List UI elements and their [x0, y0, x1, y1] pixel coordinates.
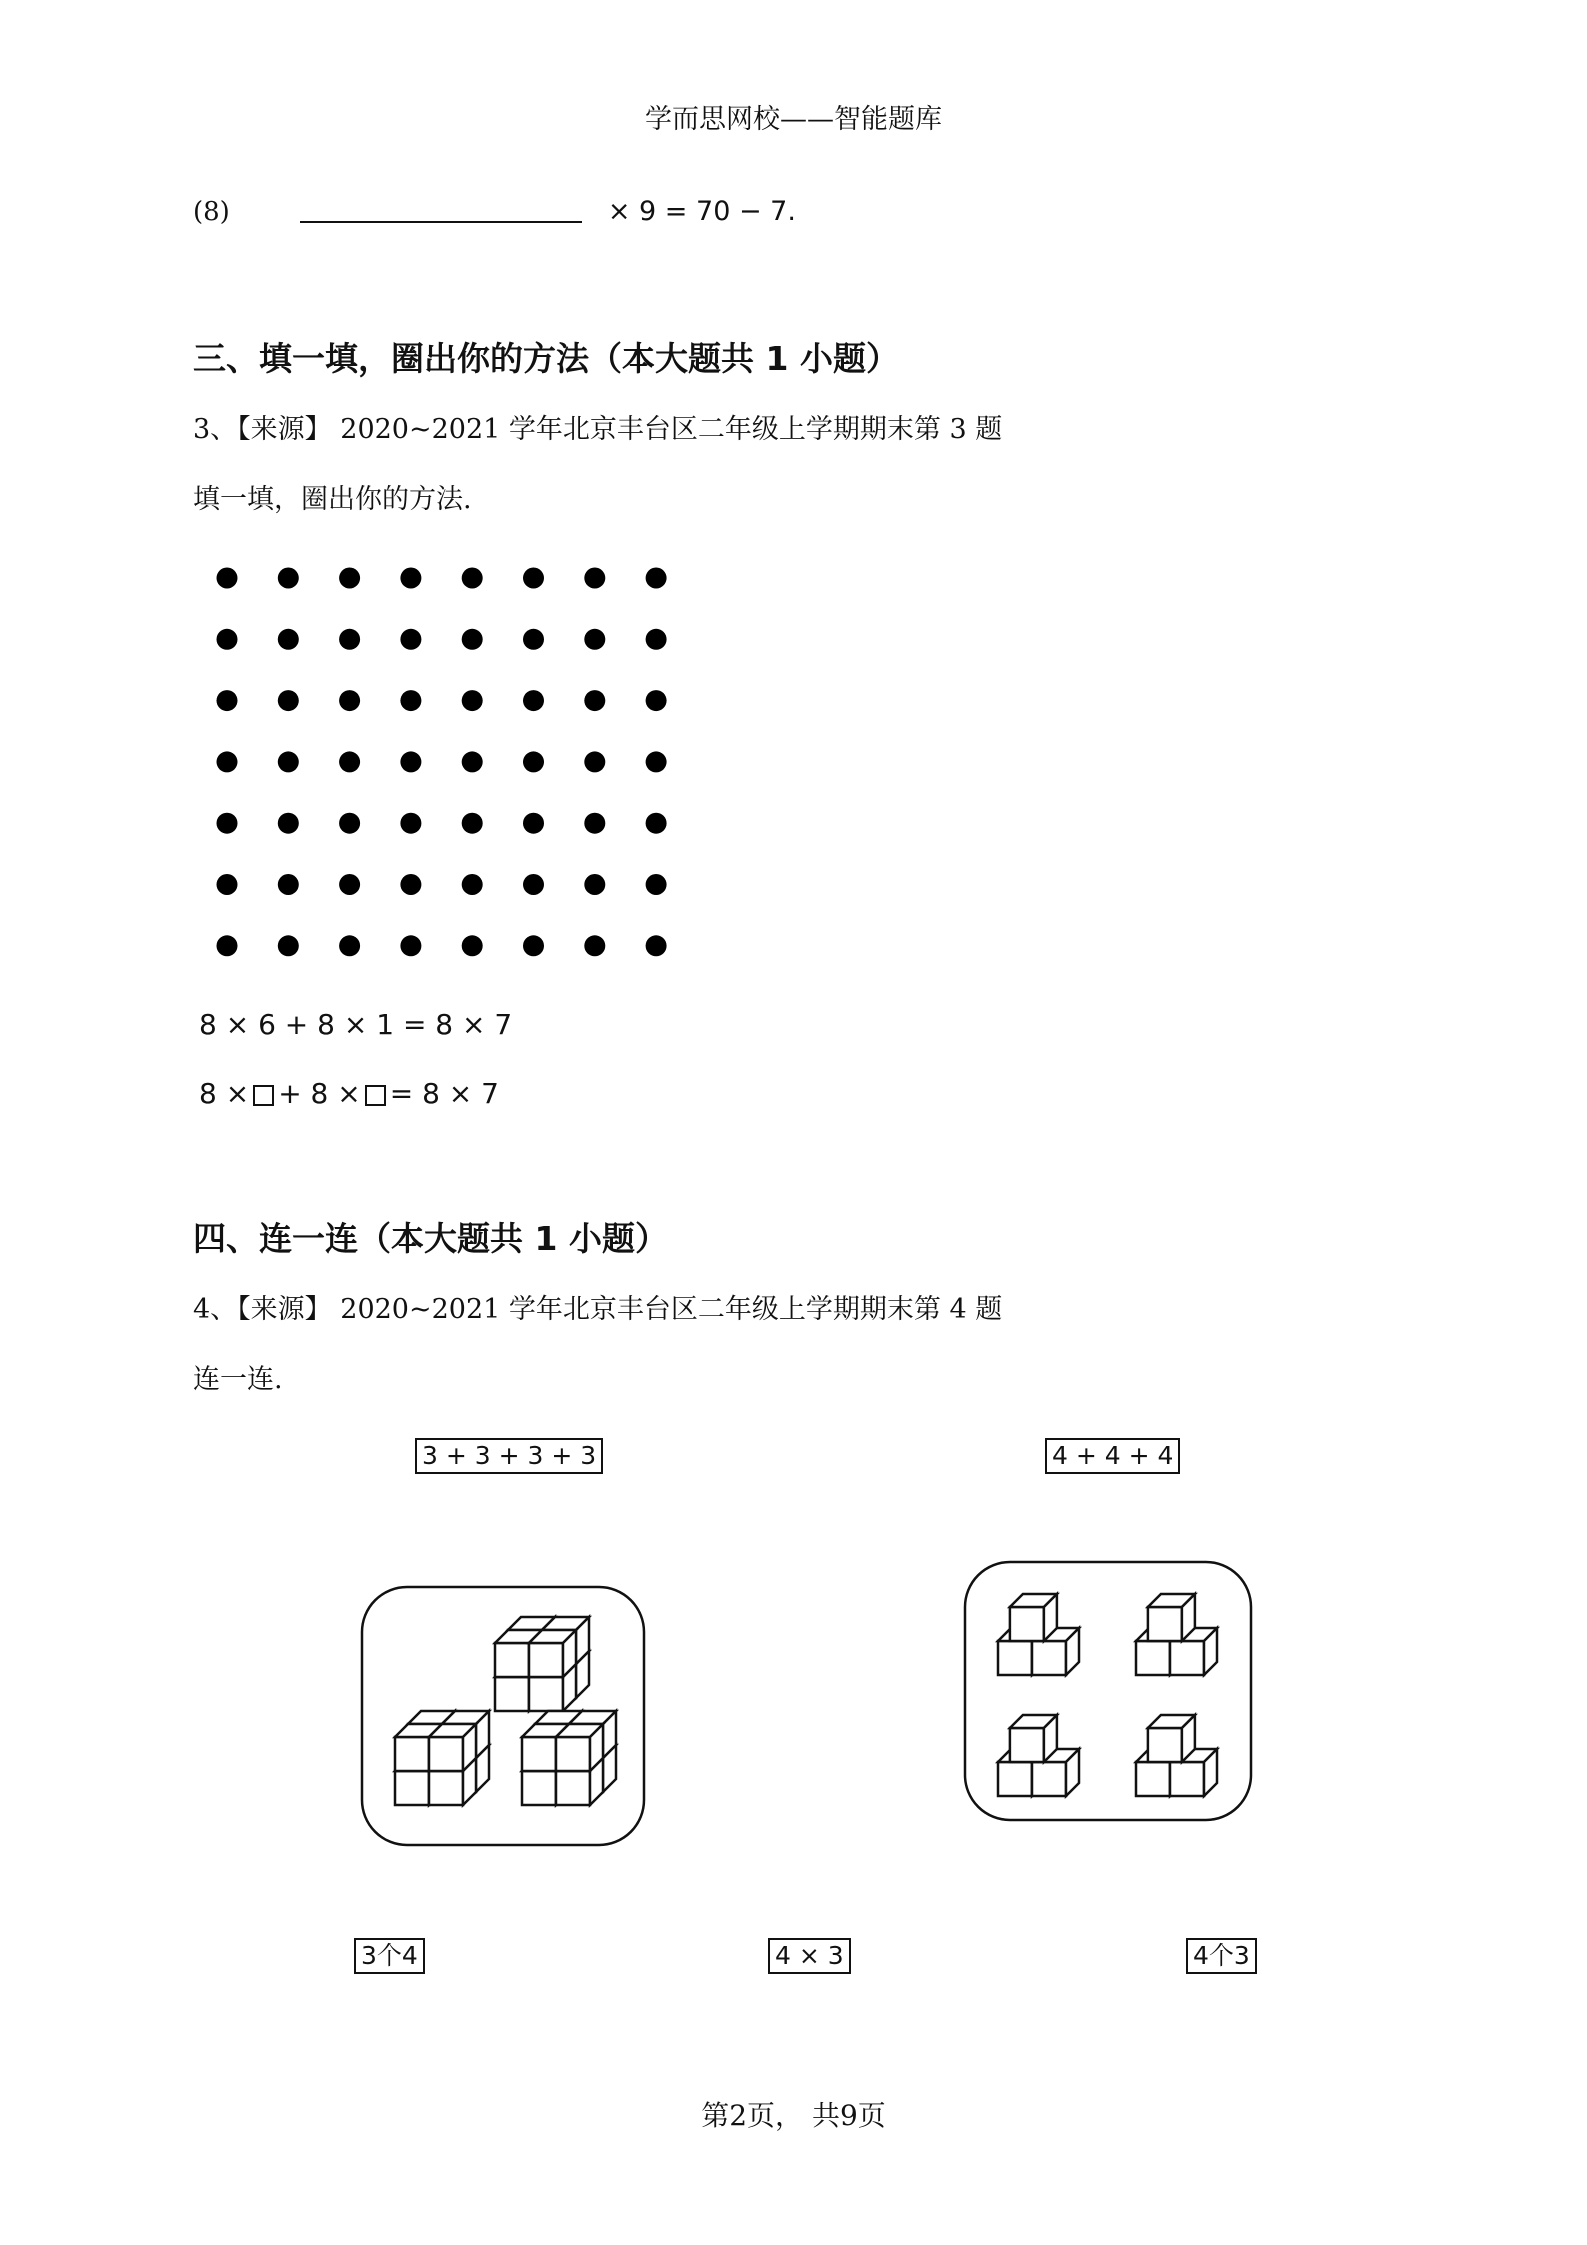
- dot: [523, 568, 544, 589]
- dot: [278, 690, 299, 711]
- cube-front: [1148, 1728, 1182, 1762]
- dot: [646, 568, 667, 589]
- question-3-source: 3、【来源】 2020~2021 学年北京丰台区二年级上学期期末第 3 题: [193, 414, 1003, 445]
- cube-picture-1[interactable]: [360, 1585, 650, 1850]
- answer-box-2[interactable]: [365, 1085, 386, 1106]
- equation-2-part-2: + 8 ×: [278, 1077, 361, 1110]
- dot: [462, 813, 483, 834]
- cube-front: [1010, 1607, 1044, 1641]
- cube-front: [556, 1737, 590, 1771]
- dot-grid[interactable]: [200, 555, 680, 975]
- cube-front: [1010, 1728, 1044, 1762]
- dot: [646, 690, 667, 711]
- bottom-label-1[interactable]: 3个4: [354, 1938, 425, 1974]
- cube-front: [429, 1771, 463, 1805]
- dot: [462, 629, 483, 650]
- cube-front: [1136, 1641, 1170, 1675]
- dot: [339, 874, 360, 895]
- page-footer: 第2页， 共9页: [701, 2099, 886, 2132]
- dot: [646, 813, 667, 834]
- equation-2-part-3: = 8 × 7: [389, 1077, 499, 1110]
- dot: [217, 690, 238, 711]
- dot: [400, 874, 421, 895]
- dot: [523, 629, 544, 650]
- dot: [523, 813, 544, 834]
- dot: [462, 935, 483, 956]
- cube-front: [556, 1771, 590, 1805]
- dot: [584, 874, 605, 895]
- dot: [339, 690, 360, 711]
- bottom-label-2[interactable]: 4 × 3: [768, 1938, 851, 1974]
- dot: [523, 690, 544, 711]
- top-label-1[interactable]: 3 + 3 + 3 + 3: [415, 1438, 603, 1474]
- dot: [400, 568, 421, 589]
- dot: [584, 568, 605, 589]
- cube-front: [495, 1677, 529, 1711]
- dot: [217, 813, 238, 834]
- cube-front: [1148, 1607, 1182, 1641]
- dot: [217, 751, 238, 772]
- top-label-2[interactable]: 4 + 4 + 4: [1045, 1438, 1180, 1474]
- dot: [278, 874, 299, 895]
- cube-front: [1032, 1762, 1066, 1796]
- section-3-title: 三、填一填，圈出你的方法（本大题共 1 小题）: [193, 339, 899, 378]
- cube-front: [1170, 1762, 1204, 1796]
- question-8-equation: × 9 = 70 − 7.: [607, 196, 796, 227]
- answer-blank[interactable]: [300, 201, 582, 223]
- dot: [217, 629, 238, 650]
- question-3-instruction: 填一填，圈出你的方法.: [193, 484, 472, 515]
- dot: [462, 690, 483, 711]
- dot: [400, 935, 421, 956]
- dot: [339, 813, 360, 834]
- dot: [584, 751, 605, 772]
- cube-front: [495, 1643, 529, 1677]
- cube-front: [529, 1677, 563, 1711]
- dot: [462, 874, 483, 895]
- dot: [400, 813, 421, 834]
- cube-front: [1032, 1641, 1066, 1675]
- dot: [217, 935, 238, 956]
- question-4-source: 4、【来源】 2020~2021 学年北京丰台区二年级上学期期末第 4 题: [193, 1294, 1003, 1325]
- dot: [339, 935, 360, 956]
- cube-front: [522, 1771, 556, 1805]
- dot: [400, 690, 421, 711]
- page-header: 学而思网校——智能题库: [645, 104, 942, 135]
- dot: [217, 874, 238, 895]
- question-8-label: (8): [193, 196, 230, 227]
- cube-front: [522, 1737, 556, 1771]
- dot: [646, 751, 667, 772]
- cube-front: [1136, 1762, 1170, 1796]
- dot: [339, 629, 360, 650]
- equation-2-part-1: 8 ×: [199, 1077, 250, 1110]
- dot: [339, 751, 360, 772]
- cube-picture-2[interactable]: [963, 1560, 1255, 1825]
- dot: [646, 935, 667, 956]
- picture-1-cubes: [395, 1617, 616, 1805]
- dot: [278, 629, 299, 650]
- dot: [278, 935, 299, 956]
- dot: [523, 935, 544, 956]
- cube-front: [395, 1737, 429, 1771]
- answer-box-1[interactable]: [253, 1085, 274, 1106]
- cube-front: [998, 1641, 1032, 1675]
- cube-front: [998, 1762, 1032, 1796]
- question-4-instruction: 连一连.: [193, 1364, 283, 1395]
- picture-2-cubes: [998, 1594, 1217, 1796]
- dot: [523, 874, 544, 895]
- equation-1: 8 × 6 + 8 × 1 = 8 × 7: [199, 1008, 513, 1041]
- dot: [278, 568, 299, 589]
- equation-2: [199, 1077, 499, 1110]
- cube-front: [529, 1643, 563, 1677]
- cube-front: [429, 1737, 463, 1771]
- section-4-title: 四、连一连（本大题共 1 小题）: [193, 1219, 668, 1258]
- question-8: [193, 196, 796, 227]
- dot: [584, 935, 605, 956]
- dot: [278, 751, 299, 772]
- dot: [462, 751, 483, 772]
- cube-front: [395, 1771, 429, 1805]
- dot: [584, 629, 605, 650]
- cube-front: [1170, 1641, 1204, 1675]
- dot: [278, 813, 299, 834]
- dot: [584, 690, 605, 711]
- dot: [523, 751, 544, 772]
- dot: [462, 568, 483, 589]
- dot-group: [217, 568, 667, 957]
- bottom-label-3[interactable]: 4个3: [1186, 1938, 1257, 1974]
- dot: [217, 568, 238, 589]
- dot: [400, 751, 421, 772]
- dot: [646, 629, 667, 650]
- dot: [400, 629, 421, 650]
- dot: [339, 568, 360, 589]
- dot: [646, 874, 667, 895]
- dot: [584, 813, 605, 834]
